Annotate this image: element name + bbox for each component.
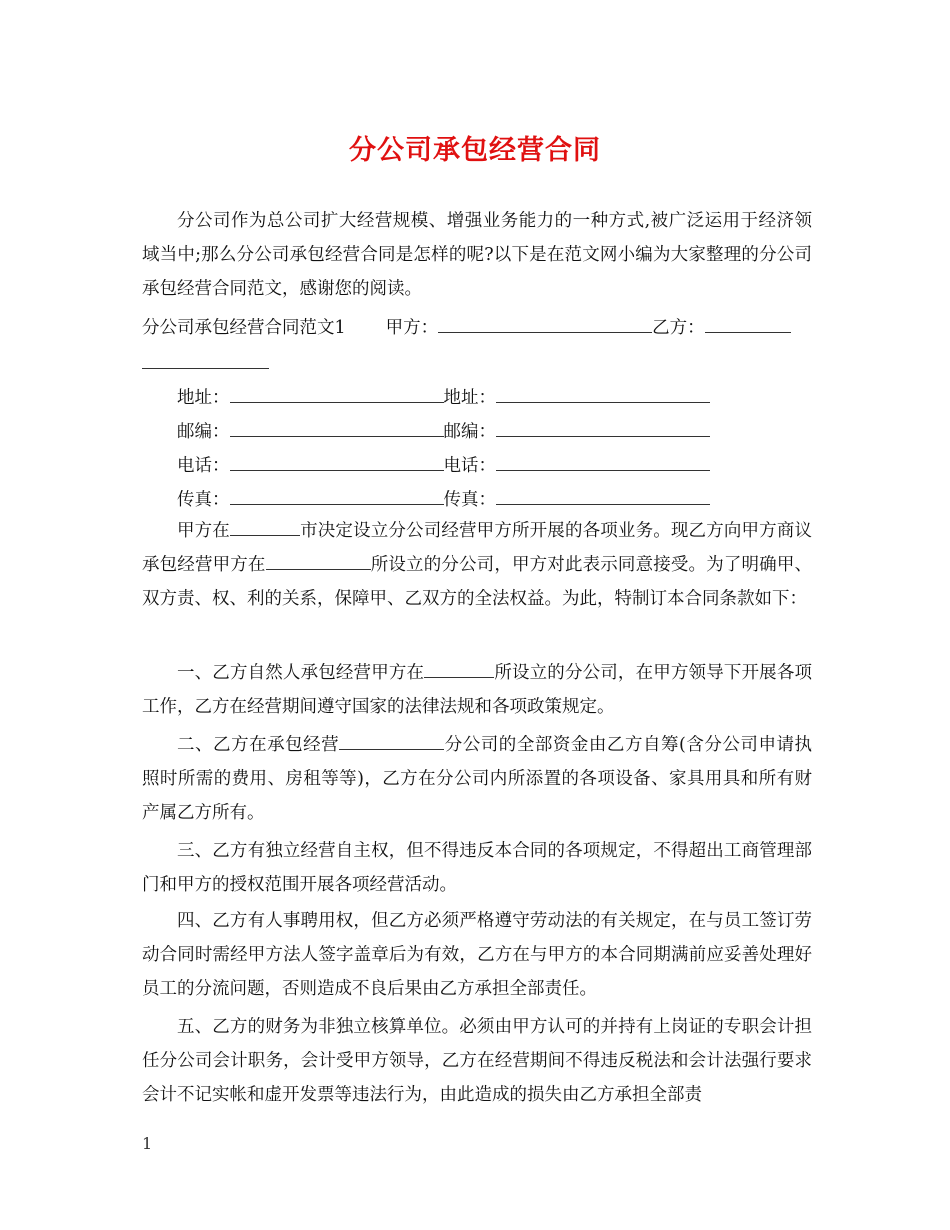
clause-3: 三、乙方有独立经营自主权，但不得违反本合同的各项规定，不得超出工商管理部门和甲方的授权范围开展各项经营活动。 [142, 841, 812, 895]
party-b-label: 乙方： [652, 318, 705, 338]
clause-4: 四、乙方有人事聘用权，但乙方必须严格遵守劳动法的有关规定，在与员工签订劳动合同时需经甲方法人签字盖章后为有效，乙方在与甲方的本合同期满前应妥善处理好员工的分流问题，否则造成不良后果由乙方承担全部责任。 [142, 911, 812, 999]
field-label-left: 传真： [177, 490, 230, 510]
field-row-postcode [177, 418, 710, 445]
clause-1: 一、乙方自然人承包经营甲方在 所设立的分公司，在甲方领导下开展各项工作，乙方在经营期间遵守国家的法律法规和各项政策规定。 [142, 656, 812, 724]
clause-2: 二、乙方在承包经营 分公司的全部资金由乙方自筹(含分公司申请执照时所需的费用、房租等等)，乙方在分公司内所添置的各项设备、家具用具和所有财产属乙方所有。 [142, 728, 812, 830]
intro-paragraph: 分公司作为总公司扩大经营规模、增强业务能力的一种方式,被广泛运用于经济领域当中;那么分公司承包经营合同是怎样的呢?以下是在范文网小编为大家整理的分公司承包经营合同范文，感谢您的阅读。 [142, 211, 812, 299]
field-label-right: 电话： [443, 456, 496, 476]
page-number: 1 [142, 1134, 153, 1153]
party-a-label: 甲方： [385, 318, 439, 338]
field-row-fax [177, 486, 710, 513]
contract-header-line [142, 314, 791, 341]
party-a-blank [438, 314, 652, 333]
field-label-right: 邮编： [443, 422, 496, 442]
party-b-blank [705, 314, 791, 333]
paragraph-establishment: 甲方在 市决定设立分公司经营甲方所开展的各项业务。现乙方向甲方商议承包经营甲方在 所设立的分公司，甲方对此表示同意接受。为了明确甲、双方责、权、利的关系，保障甲、乙双方的全法权益。为此，特制订本合同条款如下： [142, 514, 812, 616]
field-row-phone [177, 452, 710, 479]
field-label-right: 传真： [443, 490, 496, 510]
field-label-left: 电话： [177, 456, 230, 476]
clause-5: 五、乙方的财务为非独立核算单位。必须由甲方认可的并持有上岗证的专职会计担任分公司会计职务，会计受甲方领导，乙方在经营期间不得违反税法和会计法强行要求会计不记实帐和虚开发票等违法行为，由此造成的损失由乙方承担全部责 [142, 1017, 812, 1105]
field-row-address [177, 384, 710, 411]
field-label-left: 邮编： [177, 422, 230, 442]
document-title: 分公司承包经营合同 [349, 135, 601, 166]
field-label-left: 地址： [177, 388, 230, 408]
field-label-right: 地址： [443, 388, 496, 408]
party-b-blank-cont [142, 350, 269, 377]
sample-title: 分公司承包经营合同范文1 [142, 318, 346, 338]
